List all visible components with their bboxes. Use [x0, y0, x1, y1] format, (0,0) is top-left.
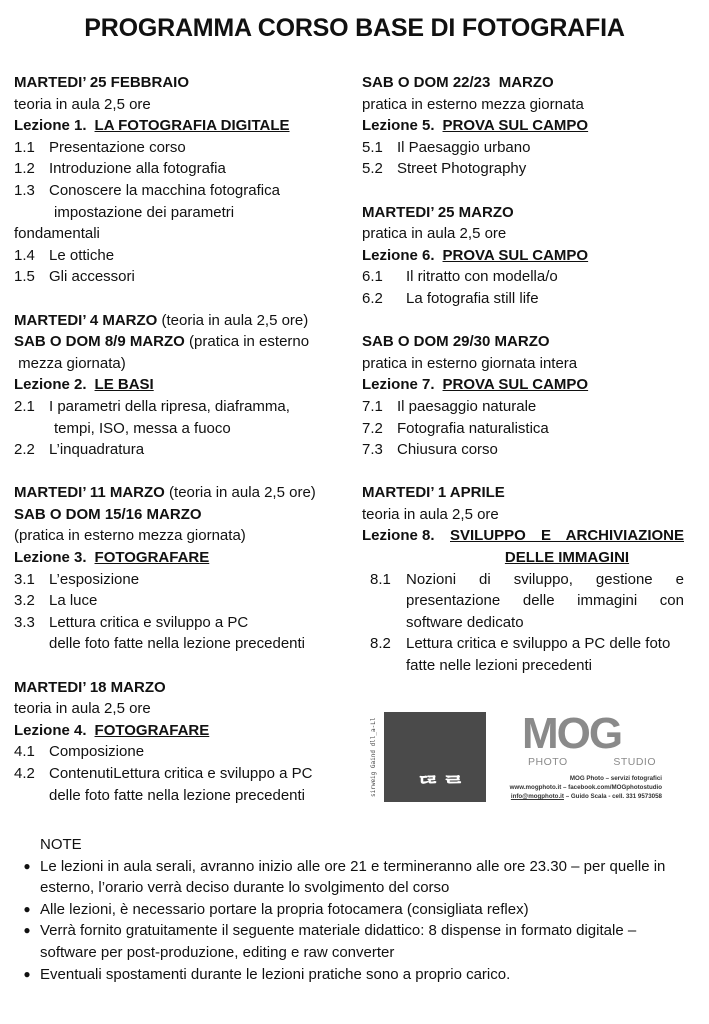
lesson-desc: (teoria in aula 2,5 ore): [157, 311, 309, 329]
lesson-date-line: [14, 482, 344, 504]
note-item: [14, 920, 694, 963]
list-item: [362, 158, 684, 180]
lesson-date: SAB O DOM 22/23 MARZO: [362, 74, 554, 91]
item-text: fondamentali: [14, 225, 100, 243]
list-item: [14, 137, 344, 159]
left-column: [14, 72, 344, 828]
item-text: Fotografia naturalistica: [397, 419, 549, 437]
item-number: 4.2: [14, 765, 35, 782]
item-number: 8.1: [370, 570, 391, 588]
item-text-continuation: delle foto fatte nella lezione precedenti: [49, 635, 306, 653]
item-number: 3.1: [14, 570, 35, 588]
list-item: [362, 418, 684, 440]
lesson-heading: [14, 720, 344, 742]
list-item: [362, 137, 684, 159]
lesson-date: MARTEDI’ 11 MARZO: [14, 484, 165, 502]
list-item: [362, 633, 684, 676]
lesson-label: Lezione 5.: [362, 117, 435, 135]
item-text: Gli accessori: [49, 268, 135, 286]
item-number: 2.1: [14, 397, 35, 415]
lesson-desc: (teoria in aula 2,5 ore): [164, 484, 316, 502]
lesson-heading: [14, 115, 344, 137]
item-text: Street Photography: [397, 160, 527, 178]
lesson-label: Lezione 8.: [362, 527, 435, 545]
bullet-icon: ●: [23, 901, 31, 916]
page-title: PROGRAMMA CORSO BASE DI FOTOGRAFIA: [84, 14, 625, 42]
lesson-8-block: [362, 482, 684, 676]
item-number: 7.3: [362, 441, 383, 459]
item-text: Presentazione corso: [49, 138, 186, 156]
item-text: impostazione dei parametri: [54, 203, 235, 221]
list-item: [362, 439, 684, 461]
lesson-name: FOTOGRAFARE: [94, 549, 210, 567]
lesson-3-block: [14, 482, 344, 655]
contact-line: www.mogphoto.it – facebook.com/MOGphotostudio: [509, 784, 662, 791]
lesson-desc: (pratica in esterno mezza giornata): [14, 527, 246, 545]
lesson-date: MARTEDI’ 1 APRILE: [362, 484, 505, 502]
item-number: 7.1: [362, 397, 383, 415]
item-text-continuation: tempi, ISO, messa a fuoco: [54, 419, 231, 437]
lesson-heading: [14, 547, 344, 569]
mog-logo: [522, 709, 662, 772]
item-text: La luce: [49, 592, 98, 610]
bullet-icon: ●: [23, 966, 31, 981]
bullet-icon: ●: [23, 923, 31, 938]
lesson-label: Lezione 1.: [14, 117, 87, 135]
mog-sub-studio: STUDIO: [613, 756, 656, 768]
lesson-desc: teoria in aula 2,5 ore: [362, 505, 499, 523]
list-item: [362, 396, 684, 418]
lesson-label: Lezione 7.: [362, 376, 435, 394]
list-item: [14, 612, 344, 634]
item-text: Introduzione alla fotografia: [49, 160, 226, 178]
item-number: 4.1: [14, 743, 35, 761]
lesson-4-block: [14, 677, 344, 807]
lesson-heading: [362, 374, 684, 396]
item-number: 1.1: [14, 138, 35, 156]
notes-title: NOTE: [40, 836, 82, 853]
lesson-label: Lezione 3.: [14, 549, 87, 567]
note-text: Eventuali spostamenti durante le lezioni pratiche sono a proprio carico.: [40, 965, 511, 983]
note-text: Verrà fornito gratuitamente il seguente materiale didattico: 8 dispense in formato digitale – software per post-produzione, editing e raw converter: [40, 922, 637, 961]
lesson-desc: (pratica in esterno: [184, 333, 310, 351]
lesson-1-block: [14, 72, 344, 288]
note-text: Le lezioni in aula serali, avranno inizio alle ore 21 e termineranno alle ore 23.30 – per quelle in esterno, l’orario verrà deciso durante lo svolgimento del corso: [40, 857, 666, 897]
contact-line: MOG Photo – servizi fotografici: [569, 775, 662, 782]
logo-glyphs: ᄃᄅᄅ: [416, 773, 467, 802]
list-item: [14, 158, 344, 180]
item-number: 5.2: [362, 160, 383, 178]
item-number: 2.2: [14, 441, 35, 459]
lesson-name: PROVA SUL CAMPO: [442, 246, 589, 264]
note-item: [14, 856, 694, 899]
note-item: [14, 964, 694, 986]
lesson-desc: pratica in aula 2,5 ore: [362, 225, 507, 243]
lesson-date: MARTEDI’ 18 MARZO: [14, 678, 166, 696]
logo-vertical-text: sirweig Gaind dll_a-Ll: [370, 717, 377, 797]
lesson-name: SVILUPPO E ARCHIVIAZIONE DELLE IMMAGINI: [450, 527, 684, 567]
item-number: 3.2: [14, 592, 35, 610]
item-number: 5.1: [362, 138, 383, 156]
item-number: 3.3: [14, 613, 35, 631]
list-item: [362, 288, 684, 310]
item-text-continuation: delle foto fatte nella lezione precedenti: [49, 786, 306, 804]
contact-info: [504, 774, 662, 801]
list-item: [14, 439, 344, 461]
lesson-label: Lezione 4.: [14, 721, 87, 739]
list-item: [14, 590, 344, 612]
lesson-date: MARTEDI’ 25 FEBBRAIO: [14, 74, 190, 91]
item-text: L’inquadratura: [49, 441, 145, 459]
item-number: 1.3: [14, 181, 35, 199]
list-item-continuation: [14, 223, 344, 245]
item-number: 1.2: [14, 160, 35, 178]
lesson-5-block: [362, 72, 684, 180]
lesson-date-line: [14, 310, 344, 332]
item-number: 8.2: [370, 635, 391, 653]
lesson-heading: [362, 115, 684, 137]
list-item: [362, 569, 684, 634]
lesson-2-block: [14, 310, 344, 461]
note-item: [14, 899, 694, 921]
item-number: 6.1: [362, 268, 383, 286]
list-item: [14, 396, 344, 418]
email-link[interactable]: info@mogphoto.it: [510, 793, 564, 800]
lesson-name: LE BASI: [94, 376, 154, 394]
lesson-name: LA FOTOGRAFIA DIGITALE: [94, 117, 290, 135]
note-text: Alle lezioni, è necessario portare la propria fotocamera (consigliata reflex): [40, 900, 529, 918]
item-text: Conoscere la macchina fotografica: [49, 181, 280, 199]
item-number: 6.2: [362, 289, 383, 307]
lesson-desc: pratica in esterno mezza giornata: [362, 95, 584, 113]
lesson-heading: [362, 245, 684, 267]
item-number: [14, 202, 49, 224]
lesson-date: MARTEDI’ 4 MARZO: [14, 311, 158, 329]
lesson-name: PROVA SUL CAMPO: [442, 117, 589, 135]
contact-phone: – Guido Scala - cell. 331 9573058: [563, 793, 662, 800]
lesson-date: SAB O DOM 29/30 MARZO: [362, 333, 550, 351]
list-item: [14, 245, 344, 267]
lesson-name: PROVA SUL CAMPO: [442, 376, 589, 394]
lesson-heading: [362, 525, 684, 568]
notes-section: [14, 834, 694, 985]
item-number: 7.2: [362, 419, 383, 437]
lesson-desc: teoria in aula 2,5 ore: [14, 95, 151, 113]
item-text: ContenutiLettura critica e sviluppo a PC: [49, 765, 313, 782]
mog-sub-photo: PHOTO: [528, 756, 568, 768]
item-text: Chiusura corso: [397, 441, 498, 459]
lesson-date: SAB O DOM 8/9 MARZO: [14, 333, 185, 351]
lesson-desc: pratica in esterno giornata intera: [362, 354, 578, 372]
list-item: [362, 266, 684, 288]
lesson-name: FOTOGRAFARE: [94, 721, 210, 739]
lesson-desc: mezza giornata): [14, 354, 126, 372]
item-text: Il ritratto con modella/o: [406, 268, 558, 286]
list-item: [14, 741, 344, 763]
contact-line: [504, 792, 662, 801]
lesson-7-block: [362, 331, 684, 461]
lesson-date: SAB O DOM 15/16 MARZO: [14, 505, 202, 523]
lesson-desc: teoria in aula 2,5 ore: [14, 700, 151, 718]
item-number: 1.4: [14, 246, 35, 264]
item-text: Il paesaggio naturale: [397, 397, 537, 415]
list-item: [14, 763, 344, 785]
right-column: [362, 72, 684, 698]
item-text: Lettura critica e sviluppo a PC: [49, 613, 249, 631]
lesson-date: MARTEDI’ 25 MARZO: [362, 203, 514, 221]
list-item: [14, 266, 344, 288]
lesson-label: Lezione 2.: [14, 376, 87, 394]
item-text: La fotografia still life: [406, 289, 539, 307]
mog-subtitle: [528, 756, 656, 768]
bullet-icon: ●: [23, 858, 31, 873]
item-text: Il Paesaggio urbano: [397, 138, 531, 156]
item-text: Nozioni di sviluppo, gestione e presentazione delle immagini con software dedicato: [406, 570, 684, 631]
item-text: Le ottiche: [49, 246, 115, 264]
lesson-heading: [14, 374, 344, 396]
list-item: [14, 180, 344, 202]
lesson-label: Lezione 6.: [362, 246, 435, 264]
item-text: Composizione: [49, 743, 145, 761]
list-item: [14, 569, 344, 591]
mog-wordmark: MOG: [522, 709, 622, 758]
club-logo: [370, 712, 486, 802]
item-text: L’esposizione: [49, 570, 140, 588]
item-number: 1.5: [14, 268, 35, 286]
item-text: Lettura critica e sviluppo a PC delle foto fatte nelle lezioni precedenti: [406, 635, 671, 675]
lesson-date-line: [14, 331, 344, 353]
item-text: I parametri della ripresa, diaframma,: [49, 397, 290, 415]
lesson-6-block: [362, 202, 684, 310]
list-item-continuation: [14, 202, 344, 224]
